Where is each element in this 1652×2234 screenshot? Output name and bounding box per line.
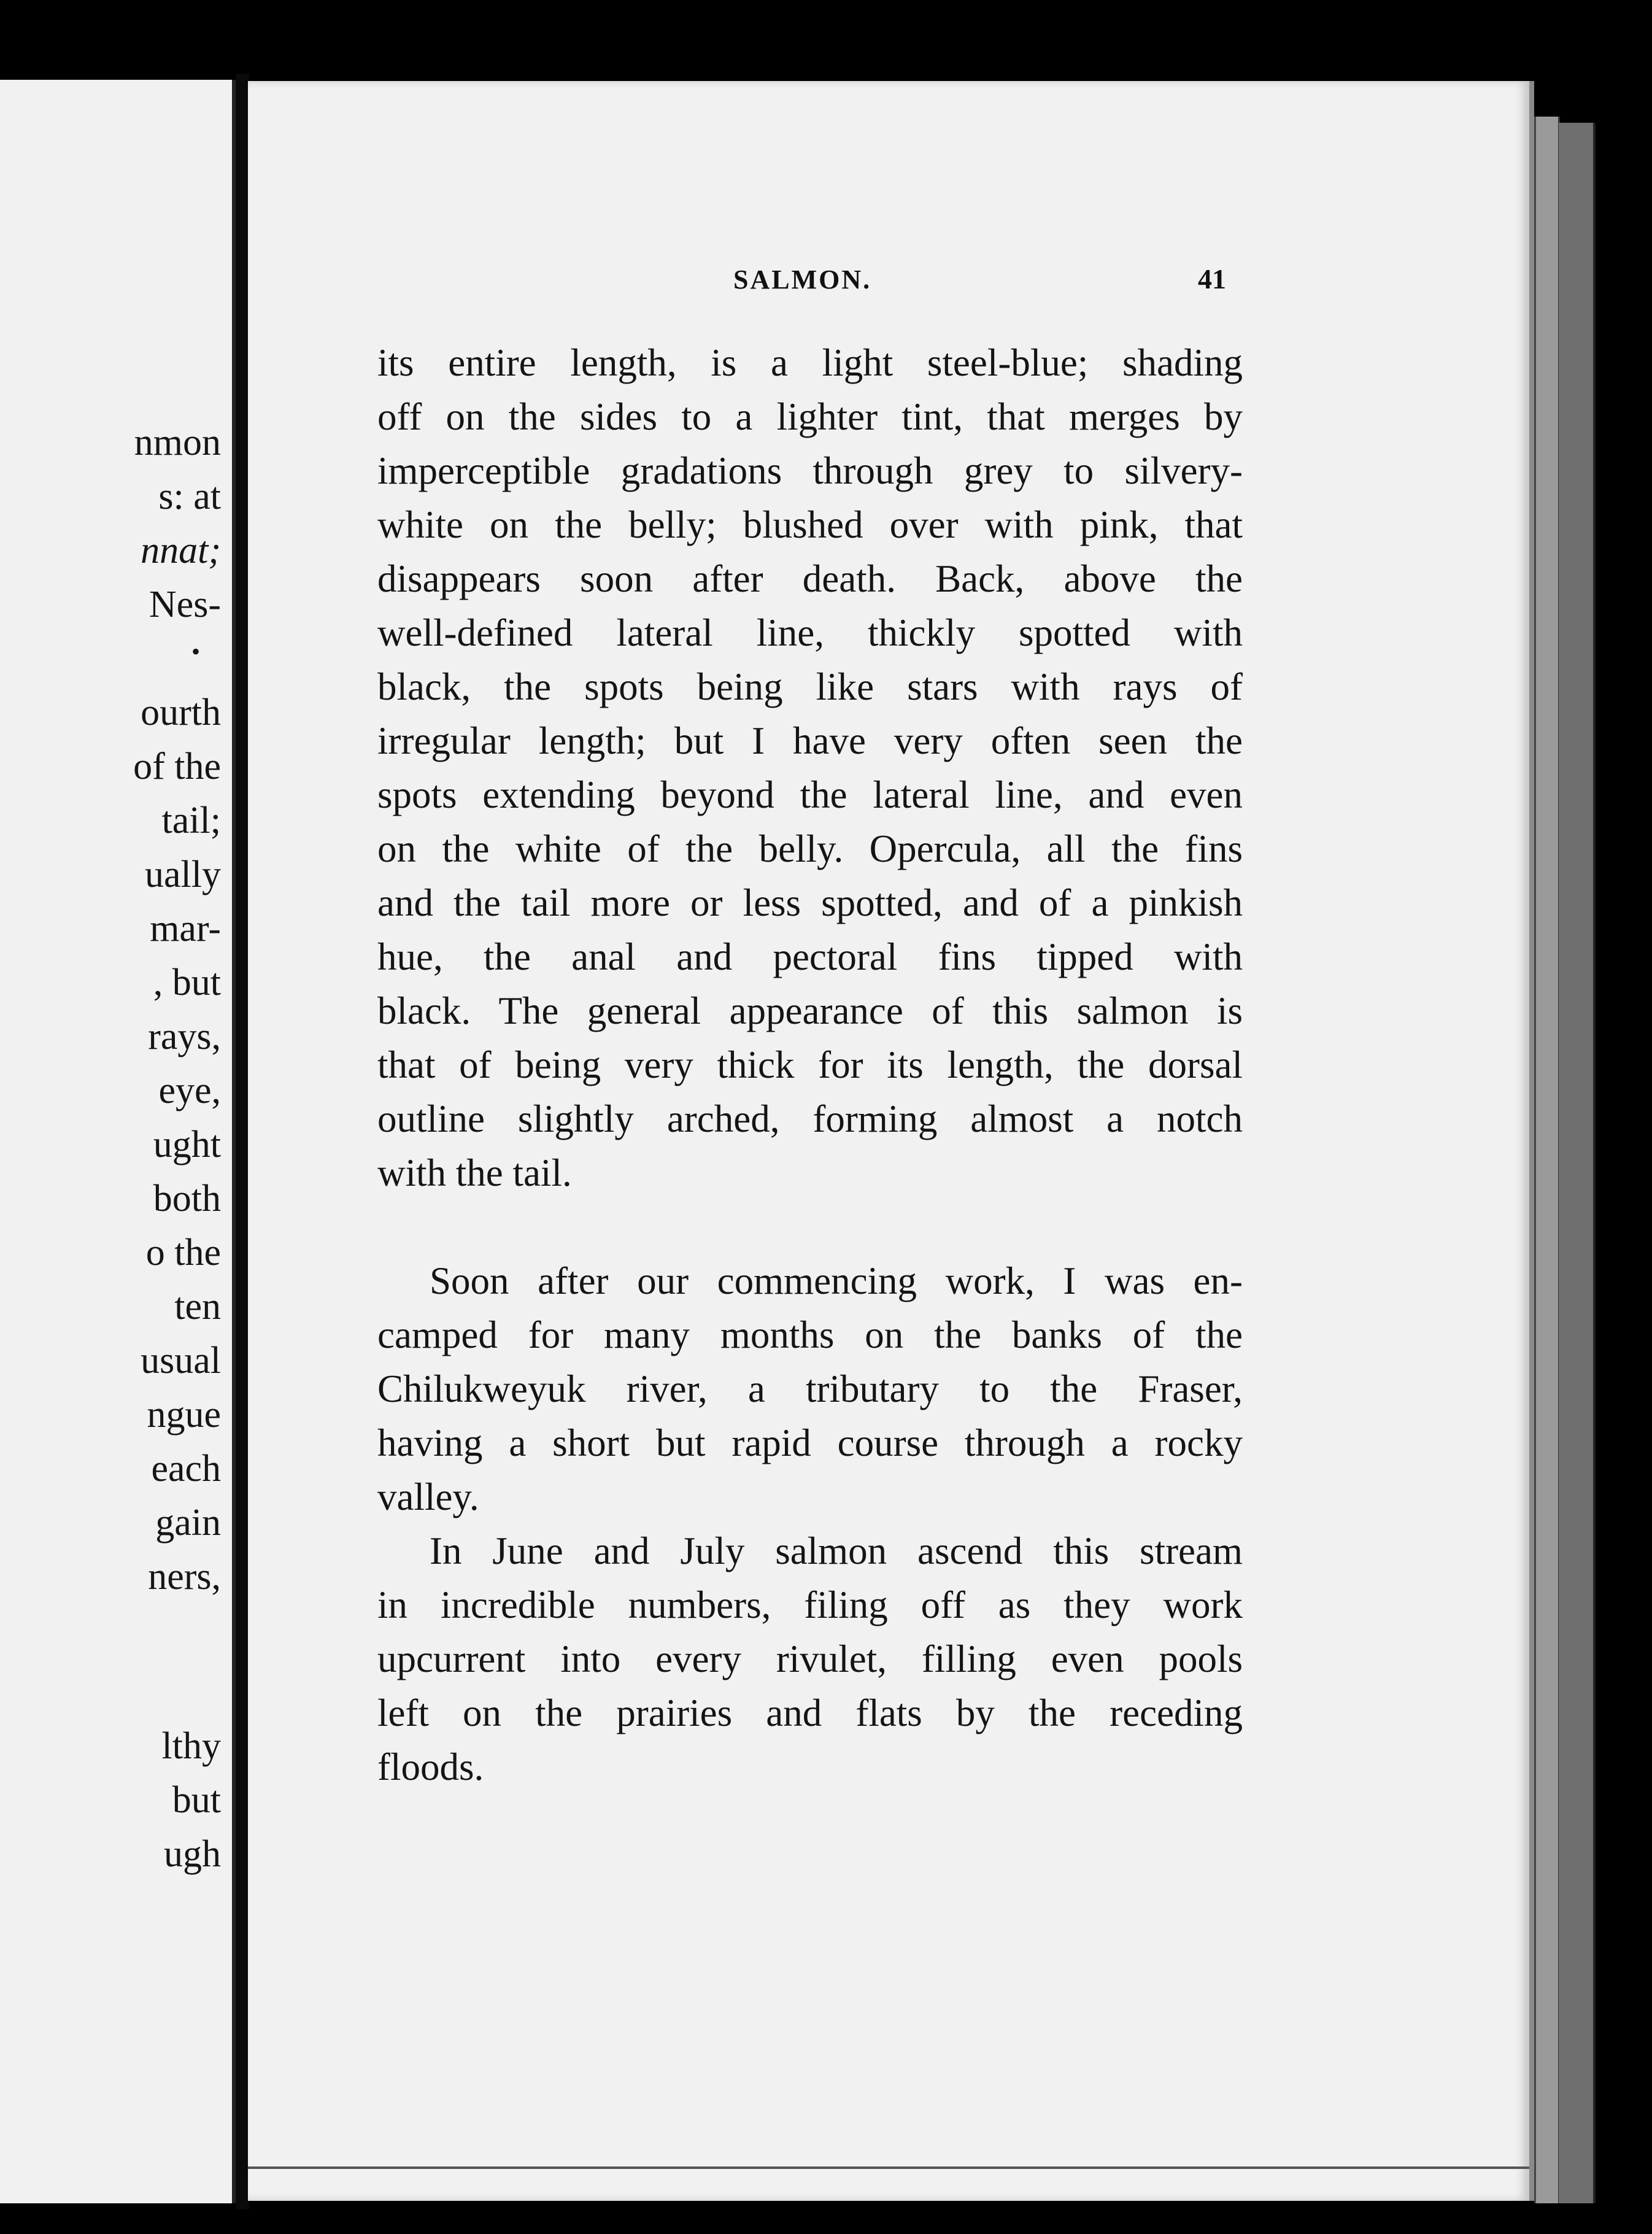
left-page-line: ually: [145, 854, 221, 895]
text-line: hue, the anal and pectoral fins tipped with: [377, 935, 1243, 978]
left-page-line: both: [153, 1178, 221, 1219]
left-page-line: usual: [141, 1340, 221, 1382]
left-page-line: s: at: [158, 476, 221, 517]
text-line: imperceptible gradations through grey to silvery-: [377, 449, 1243, 492]
page-bottom-edge: [248, 2166, 1529, 2169]
running-head: SALMON.: [733, 265, 872, 295]
page-edge: [1534, 117, 1560, 2203]
text-line: upcurrent into every rivulet, filling even pools: [377, 1637, 1243, 1680]
book-cover-edge: [1559, 123, 1596, 2203]
text-line: its entire length, is a light steel-blue; shading: [377, 341, 1243, 384]
text-line: valley.: [377, 1475, 479, 1518]
left-page-line: Nes-: [149, 584, 221, 625]
left-page-line: tail;: [161, 800, 221, 841]
left-page-line: of the: [133, 746, 221, 787]
text-line: off on the sides to a lighter tint, that merges by: [377, 395, 1243, 438]
text-line: disappears soon after death. Back, above the: [377, 557, 1243, 600]
text-line: on the white of the belly. Opercula, all the fins: [377, 827, 1243, 870]
text-line: black. The general appearance of this salmon is: [377, 989, 1243, 1032]
text-line: that of being very thick for its length, the dorsal: [377, 1043, 1243, 1086]
text-line: black, the spots being like stars with rays of: [377, 665, 1243, 708]
text-line: left on the prairies and flats by the receding: [377, 1691, 1243, 1734]
left-page-line: nnat;: [141, 530, 221, 571]
left-page-line: eye,: [158, 1070, 221, 1111]
text-line: camped for many months on the banks of the: [377, 1313, 1243, 1356]
text-line: in incredible numbers, filing off as they work: [377, 1583, 1243, 1626]
text-line: floods.: [377, 1745, 484, 1788]
text-line: Chilukweyuk river, a tributary to the Fraser,: [377, 1367, 1243, 1410]
left-page-line: o the: [145, 1232, 221, 1274]
left-page-line: each: [151, 1448, 221, 1490]
left-page-line: lthy: [161, 1725, 221, 1767]
text-line: irregular length; but I have very often seen the: [377, 719, 1243, 762]
left-facing-page: [0, 80, 236, 2203]
left-page-line: rays,: [148, 1016, 221, 1057]
text-line: In June and July salmon ascend this stream: [430, 1529, 1243, 1572]
left-page-line: ugh: [164, 1833, 221, 1875]
left-page-line: ten: [174, 1286, 221, 1328]
text-line: white on the belly; blushed over with pink, that: [377, 503, 1243, 546]
left-page-line: •: [191, 638, 200, 665]
text-line: spots extending beyond the lateral line, and even: [377, 773, 1243, 816]
left-page-line: but: [172, 1779, 221, 1821]
left-page-line: ught: [153, 1124, 221, 1165]
page-number: 41: [1198, 263, 1226, 295]
left-page-line: nmon: [134, 422, 221, 463]
text-line: well-defined lateral line, thickly spotted with: [377, 611, 1243, 654]
left-page-line: mar-: [150, 908, 221, 949]
text-line: Soon after our commencing work, I was en-: [430, 1259, 1243, 1302]
text-line: with the tail.: [377, 1151, 572, 1194]
left-page-line: ners,: [148, 1556, 221, 1598]
text-line: outline slightly arched, forming almost a notch: [377, 1097, 1243, 1140]
text-line: having a short but rapid course through a rocky: [377, 1421, 1243, 1464]
left-page-line: ourth: [141, 692, 221, 733]
book-gutter: [236, 74, 249, 2209]
left-page-line: ngue: [147, 1394, 221, 1436]
left-page-line: gain: [155, 1502, 221, 1544]
left-page-line: , but: [153, 962, 221, 1003]
text-line: and the tail more or less spotted, and of a pinkish: [377, 881, 1243, 924]
